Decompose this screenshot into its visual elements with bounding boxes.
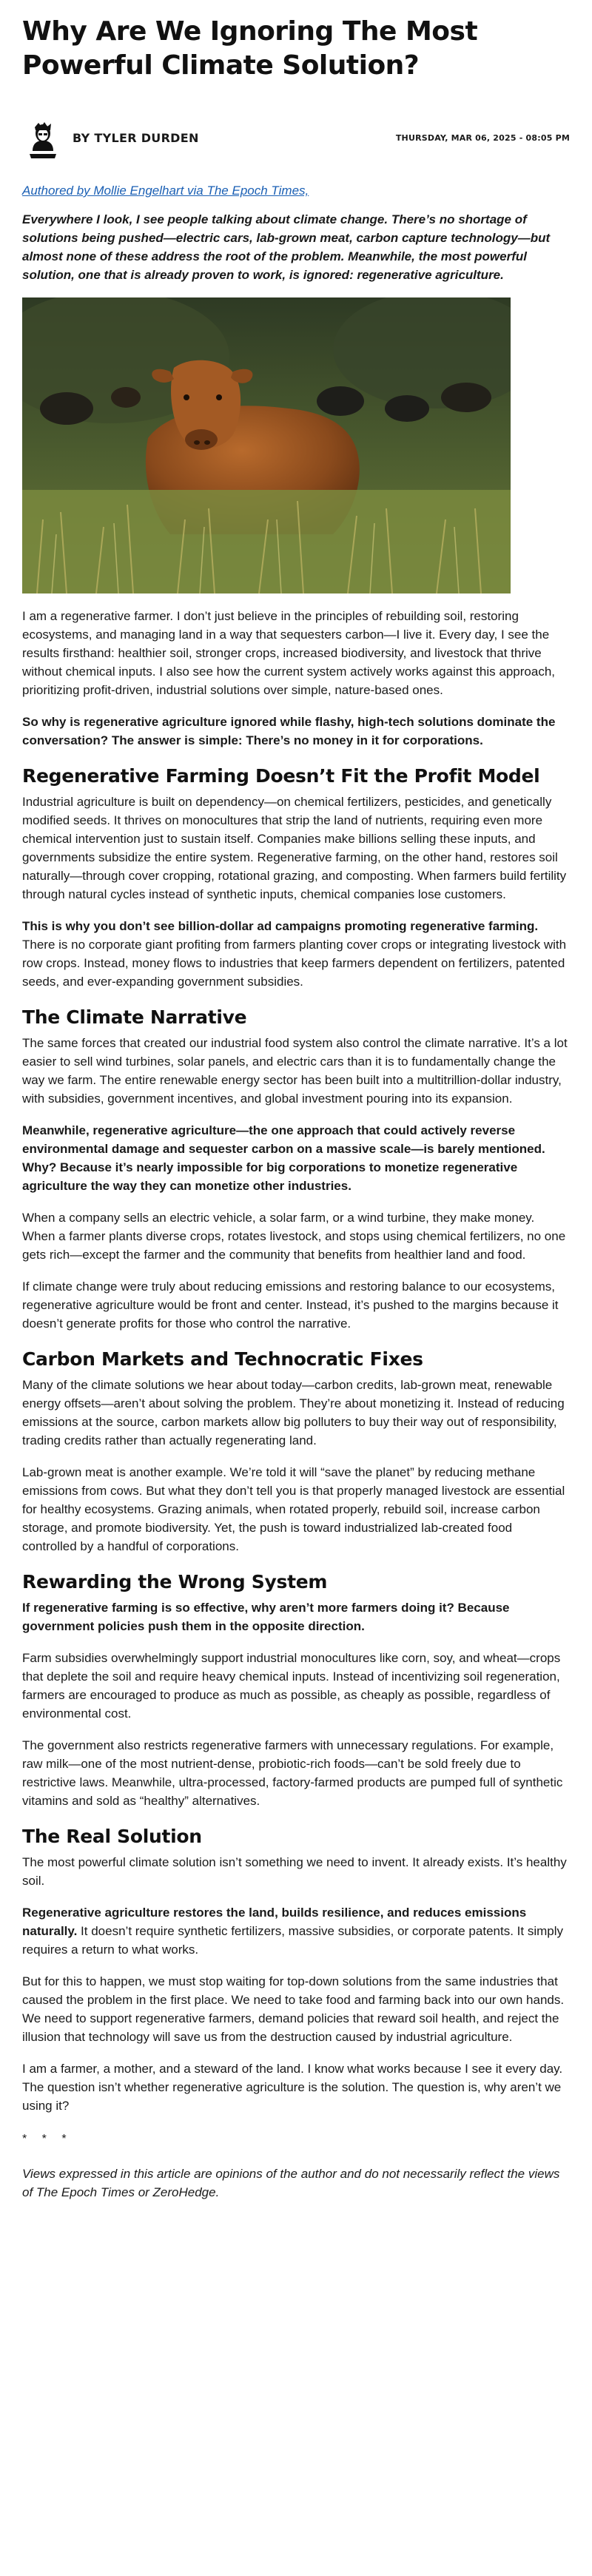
section-5-paragraph-2-bold: Regenerative agriculture restores the land, builds resilience, and reduces emissions naturally. [22,1906,527,1938]
section-4-paragraph-3: The government also restricts regenerative farmers with unnecessary regulations. For example, raw milk—one of the most nutrient-dense, probiotic-rich foods—can’t be sold freely due to restrictive laws. Meanwhile, ultra-processed, factory-farmed products are pumped full of synthetic vitamins and sold as “healthy” alternatives. [22,1738,563,1808]
author-name[interactable]: BY TYLER DURDEN [73,130,199,145]
section-heading-wrong-system: Rewarding the Wrong System [22,1571,328,1593]
intro-paragraph-1: I am a regenerative farmer. I don’t just believe in the principles of rebuilding soil, restoring ecosystems, and managing land in a way that sequesters carbon—I live it. Every day, I see the results firsthand: healthier soil, stronger crops, increased biodiversity, and livestock that thrive without chemical inputs. I also see how the current system actively works against this approach, prioritizing profit-driven, industrial solutions over simple, nature-based ones. [22,609,556,697]
section-2-paragraph-2: Meanwhile, regenerative agriculture—the one approach that could actively reverse environmental damage and sequester carbon on a massive scale—is barely mentioned. Why? Because it’s nearly impossible for big corporations to monetize regenerative agriculture the way they can monetize other industries. [22,1123,545,1193]
section-1-paragraph-2-bold: This is why you don’t see billion-dollar ad campaigns promoting regenerative farming. [22,919,539,933]
intro-paragraph-2: So why is regenerative agriculture ignored while flashy, high-tech solutions dominate the conversation? The answer is simple: There’s no money in it for corporations. [22,715,556,747]
section-5-paragraph-2 [22,1903,570,1959]
opinion-disclaimer: Views expressed in this article are opinions of the author and do not necessarily reflect the views of The Epoch Times or ZeroHedge. [22,2167,560,2199]
publish-date: THURSDAY, MAR 06, 2025 - 08:05 PM [395,132,570,143]
author-avatar-icon[interactable] [22,117,64,158]
article-lede: Everywhere I look, I see people talking about climate change. There’s no shortage of solutions being pushed—electric cars, lab-grown meat, carbon capture technology—but almost none of these address the root of the problem. Meanwhile, the most powerful solution, one that is already proven to work, is ignored: regenerative agriculture. [22,212,551,282]
section-1-paragraph-2 [22,917,570,991]
section-4-paragraph-2: Farm subsidies overwhelmingly support industrial monocultures like corn, soy, and wheat—crops that deplete the soil and require heavy chemical inputs. Instead of incentivizing soil regeneration, farmers are encouraged to produce as much as possible, as cheaply as possible, regardless of environmental cost. [22,1651,561,1721]
section-heading-profit-model: Regenerative Farming Doesn’t Fit the Profit Model [22,765,540,787]
section-1-paragraph-2-rest: There is no corporate giant profiting from farmers planting cover crops or integrating livestock with row crops. Instead, money flows to industries that keep farmers dependent on fertilizers, patented seeds, and ever-expanding government subsidies. [22,938,567,989]
section-3-paragraph-2: Lab-grown meat is another example. We’re told it will “save the planet” by reducing methane emissions from cows. But what they don’t tell you is that properly managed livestock are essential for healthy ecosystems. Grazing animals, when rotated properly, rebuild soil, increase carbon storage, and promote biodiversity. Yet, the push is toward industrialized lab-created food controlled by a handful of corporations. [22,1465,565,1553]
section-heading-real-solution: The Real Solution [22,1826,202,1847]
cow-hero-image [22,297,511,593]
section-1-paragraph-1: Industrial agriculture is built on dependency—on chemical fertilizers, pesticides, and genetically modified seeds. It thrives on monocultures that strip the land of nutrients, requiring even more chemical intervention just to sustain itself. Companies make billions selling these inputs, and governments subsidize the entire system. Regenerative farming, on the other hand, restores soil naturally—through cover cropping, rotational grazing, and composting. When farmers build fertility through natural cycles instead of synthetic inputs, chemical companies lose customers. [22,795,567,901]
section-2-paragraph-1: The same forces that created our industrial food system also control the climate narrative. It’s a lot easier to sell wind turbines, solar panels, and electric cars than it is to fundamentally change the way we farm. The entire renewable energy sector has been built into a multitrillion-dollar industry, with subsidies, government incentives, and global investment pouring into its expansion. [22,1036,568,1106]
section-5-paragraph-4: I am a farmer, a mother, and a steward of the land. I know what works because I see it every day. The question isn’t whether regenerative agriculture is the solution. The question is, why aren’t we using it? [22,2062,563,2113]
authored-by-link[interactable]: Authored by Mollie Engelhart via The Epoch Times, [22,184,309,198]
section-2-paragraph-4: If climate change were truly about reducing emissions and restoring balance to our ecosystems, regenerative agriculture would be front and center. Instead, it’s pushed to the margins because it doesn’t generate profits for those who control the narrative. [22,1279,559,1331]
article-title: Why Are We Ignoring The Most Powerful Climate Solution? [22,16,478,81]
section-separator: * * * [22,2133,73,2145]
section-5-paragraph-2-rest: It doesn’t require synthetic fertilizers, massive subsidies, or corporate patents. It simply requires a return to what works. [22,1924,563,1957]
section-5-paragraph-1: The most powerful climate solution isn’t something we need to invent. It already exists. It’s healthy soil. [22,1855,567,1888]
section-heading-climate-narrative: The Climate Narrative [22,1006,247,1028]
section-5-paragraph-3: But for this to happen, we must stop waiting for top-down solutions from the same industries that caused the problem in the first place. We need to take food and farming back into our own hands. We need to support regenerative farmers, demand policies that reward soil health, and reject the illusion that technology will save us from the destruction caused by industrial agriculture. [22,1974,565,2044]
byline [22,115,570,160]
section-3-paragraph-1: Many of the climate solutions we hear about today—carbon credits, lab-grown meat, renewable energy offsets—aren’t about solving the problem. They’re about monetizing it. Instead of reducing emissions at the source, carbon markets allow big polluters to buy their way out of responsibility, trading credits rather than actually regenerating land. [22,1378,565,1447]
section-heading-carbon-markets: Carbon Markets and Technocratic Fixes [22,1348,423,1370]
section-4-paragraph-1: If regenerative farming is so effective, why aren’t more farmers doing it? Because government policies push them in the opposite direction. [22,1601,510,1633]
section-2-paragraph-3: When a company sells an electric vehicle, a solar farm, or a wind turbine, they make money. When a farmer plants diverse crops, rotates livestock, and stops using chemical fertilizers, no one gets rich—except the farmer and the community that benefits from healthier land and food. [22,1211,566,1262]
